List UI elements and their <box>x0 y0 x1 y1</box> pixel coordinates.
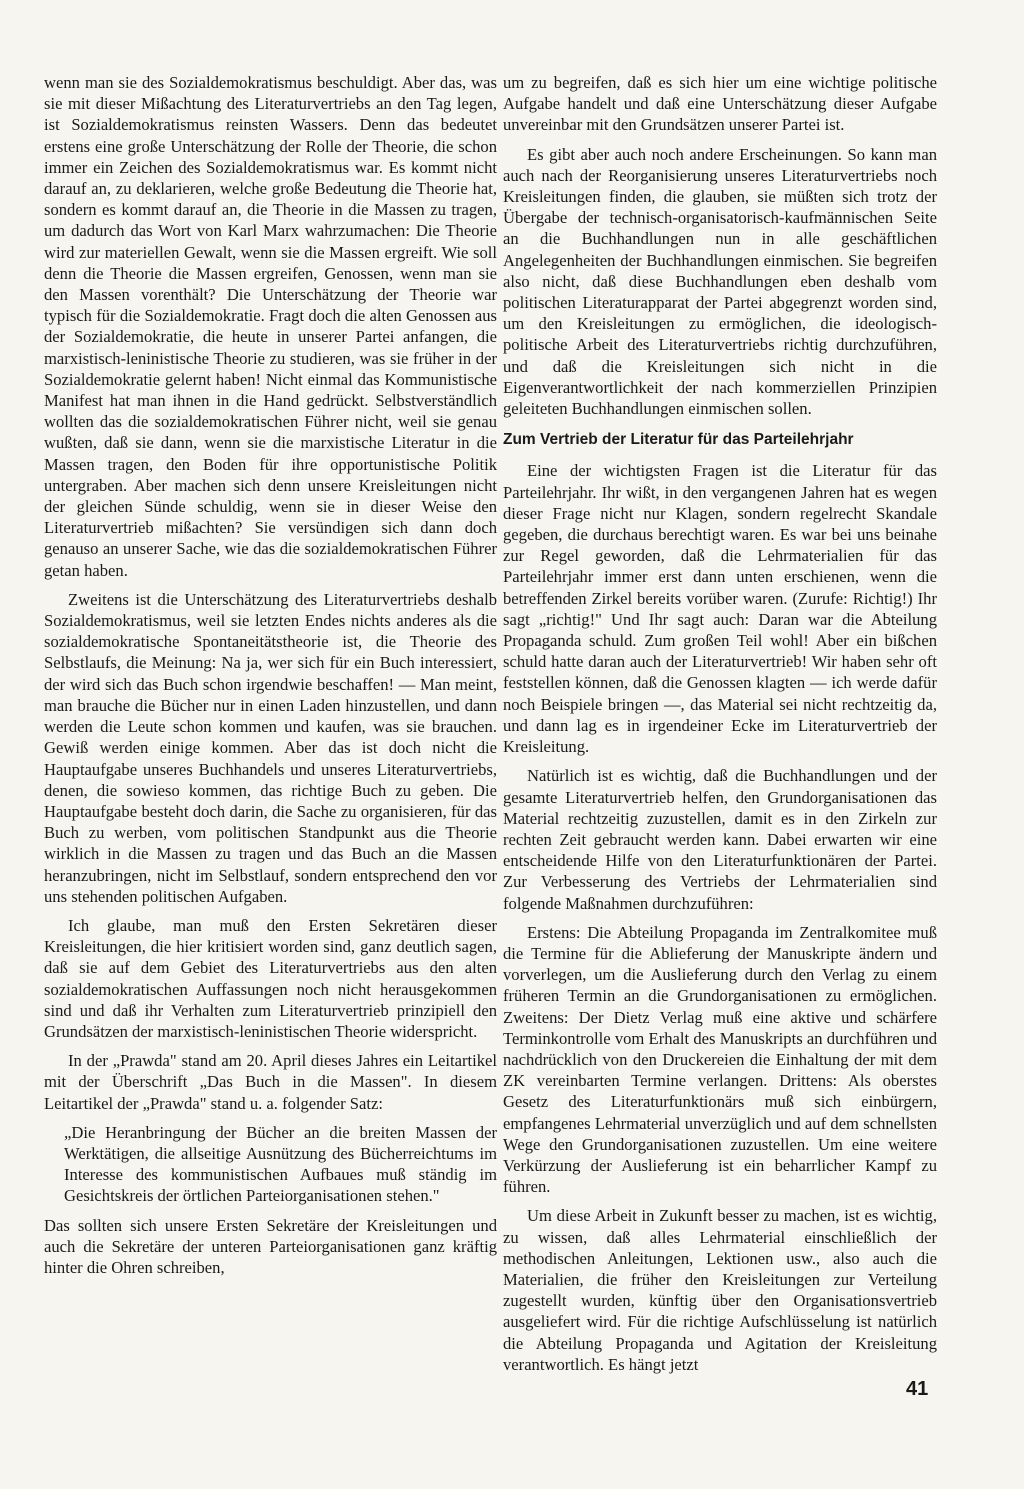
section-heading: Zum Vertrieb der Literatur für das Parteilehrjahr <box>503 431 854 449</box>
paragraph: Zweitens ist die Unterschätzung des Literaturvertriebs deshalb Sozialdemokratismus, weil sie letzten Endes nichts anderes als die sozialdemokratische Spontaneitätstheorie ist, die Theorie des Selbstlaufs, die Meinung: Na ja, wer sich für ein Buch interessiert, der wird sich das Buch schon irgendwie beschaffen! — Man meint, man brauche die Bücher nur in einen Laden hinzustellen, und dann werden die Leute schon kommen und kaufen, was sie brauchen. Gewiß werden einige kommen. Aber das ist doch nicht die Hauptaufgabe unseres Buchhandels und unseres Literaturvertriebs, denen, die sowieso kommen, das richtige Buch zu geben. Die Hauptaufgabe besteht doch darin, die Sache zu organisieren, für das Buch zu werben, vom politischen Standpunkt aus die Theorie wirklich in die Massen zu tragen und das Buch an die Massen heranzubringen, nicht im Selbstlauf, sondern entsprechend den vor uns stehenden politischen Aufgaben. <box>44 589 497 906</box>
paragraph: um zu begreifen, daß es sich hier um eine wichtige politische Aufgabe handelt und daß eine Unterschätzung dieser Aufgabe unvereinbar mit den Grundsätzen unserer Partei ist. <box>503 73 937 135</box>
right-column <box>503 72 937 1383</box>
paragraph: Ich glaube, man muß den Ersten Sekretären dieser Kreisleitungen, die hier kritisiert worden sind, ganz deutlich sagen, daß sie auf dem Gebiet des Literaturvertriebs aus den alten sozialdemokratischen Auffassungen noch nicht herausgekommen sind und daß ihr Verhalten zum Literaturvertrieb prinzipiell den Grundsätzen der marxistisch-leninistischen Theorie widerspricht. <box>44 915 497 1041</box>
paragraph: Erstens: Die Abteilung Propaganda im Zentralkomitee muß die Termine für die Ablieferung der Manuskripte ändern und vorverlegen, um die Auslieferung durch den Verlag zu einem früheren Termin an die Grundorganisationen zu ermöglichen. Zweitens: Der Dietz Verlag muß eine aktive und schärfere Terminkontrolle vom Erhalt des Manuskripts an durchführen und nachdrücklich von den Druckereien die Einhaltung der mit dem ZK vereinbarten Termine verlangen. Drittens: Als oberstes Gesetz des Literaturfunktionärs muß sich einbürgern, empfangenes Lehrmaterial unverzüglich und auf dem schnellsten Wege den Grundorganisationen zuzustellen. Um eine weitere Verkürzung der Auslieferung ist ein beharrlicher Kampf zu führen. <box>503 922 937 1197</box>
left-column <box>44 72 497 1286</box>
paragraph: In der „Prawda" stand am 20. April dieses Jahres ein Leitartikel mit der Überschrift „Das Buch in die Massen". In diesem Leitartikel der „Prawda" stand u. a. folgender Satz: <box>44 1051 497 1113</box>
prawda-quote: „Die Heranbringung der Bücher an die breiten Massen der Werktätigen, die allseitige Ausnützung des Bücherreichtums im Interesse des kommunistischen Aufbaues muß ständig im Gesichtskreis der örtlichen Parteiorganisationen stehen." <box>64 1122 497 1206</box>
paragraph: Das sollten sich unsere Ersten Sekretäre der Kreisleitungen und auch die Sekretäre der unteren Parteiorganisationen ganz kräftig hinter die Ohren schreiben, <box>44 1215 497 1277</box>
paragraph: wenn man sie des Sozialdemokratismus beschuldigt. Aber das, was sie mit dieser Mißachtung des Literaturvertriebs an den Tag legen, ist Sozialdemokratismus reinsten Wassers. Denn das bedeutet erstens eine große Unterschätzung der Rolle der Theorie, die schon immer ein Zeichen des Sozialdemokratismus war. Es kommt nicht darauf an, zu deklarieren, welche große Bedeutung die Theorie hat, sondern es kommt darauf an, die Theorie in die Massen zu tragen, um dadurch das Wort von Karl Marx wahrzumachen: Die Theorie wird zur materiellen Gewalt, wenn sie die Massen ergreift. Wie soll denn die Theorie die Massen ergreifen, Genossen, wenn man sie den Massen vorenthält? Die Unterschätzung der Theorie war typisch für die Sozialdemokratie. Fragt doch die alten Genossen aus der Sozialdemokratie, die heute in unserer Partei anfangen, die marxistisch-leninistische Theorie zu studieren, was sie früher in der Sozialdemokratie gelernt haben! Nicht einmal das Kommunistische Manifest hat man ihnen in die Hand gedrückt. Selbstverständlich wollten das die sozialdemokratischen Führer nicht, weil sie genau wußten, daß sie dann, wenn sie die marxistische Literatur in die Massen tragen, den Boden für ihre opportunistische Politik untergraben. Aber machen sich denn unsere Kreisleitungen nicht der gleichen Sünde schuldig, wenn sie in dieser Weise den Literaturvertrieb mißachten? Sie versündigen sich dann doch genauso an unserer Sache, wie das die sozialdemokratischen Führer getan haben. <box>44 73 497 580</box>
paragraph: Es gibt aber auch noch andere Erscheinungen. So kann man auch nach der Reorganisierung unseres Literaturvertriebs noch Kreisleitungen finden, die glauben, sie müßten sich trotz der Übergabe der technisch-organisatorisch-kaufmännischen Seite an die Buchhandlungen nun in alle geschäftlichen Angelegenheiten der Buchhandlungen einmischen. Sie begreifen also nicht, daß diese Buchhandlungen eben deshalb vom politischen Literaturapparat der Partei abgegrenzt worden sind, um den Kreisleitungen zu ermöglichen, die ideologisch-politische Arbeit des Literaturvertriebs richtig durchzuführen, und daß die Kreisleitungen sich nicht in die Eigenverantwortlichkeit der nach kommerziellen Prinzipien geleiteten Buchhandlungen einmischen sollen. <box>503 144 937 419</box>
paragraph: Um diese Arbeit in Zukunft besser zu machen, ist es wichtig, zu wissen, daß alles Lehrmaterial einschließlich der methodischen Anleitungen, Lektionen usw., also auch die Materialien, die früher den Kreisleitungen zur Verteilung zugestellt wurden, künftig über den Organisationsvertrieb ausgeliefert wird. Für die richtige Aufschlüsselung ist natürlich die Abteilung Propaganda und Agitation der Kreisleitung verantwortlich. Es hängt jetzt <box>503 1206 937 1374</box>
paragraph: Natürlich ist es wichtig, daß die Buchhandlungen und der gesamte Literaturvertrieb helfen, den Grundorganisationen das Material rechtzeitig zuzustellen, damit es in den Zirkeln zur rechten Zeit gebraucht werden kann. Dabei erwarten wir eine entscheidende Hilfe von den Literaturfunktionären der Partei. Zur Verbesserung des Vertriebs der Lehrmaterialien sind folgende Maßnahmen durchzuführen: <box>503 766 937 913</box>
page-number: 41 <box>906 1378 929 1400</box>
paragraph: Eine der wichtigsten Fragen ist die Literatur für das Parteilehrjahr. Ihr wißt, in den vergangenen Jahren hat es wegen dieser Frage nicht nur Klagen, sondern regelrecht Skandale gegeben, die durchaus berechtigt waren. Es war bei uns beinahe zur Regel geworden, daß die Lehrmaterialien für das Parteilehrjahr immer erst dann unten erschienen, wenn die betreffenden Zirkel bereits vorüber waren. (Zurufe: Richtig!) Ihr sagt „richtig!" Und Ihr sagt auch: Daran war die Abteilung Propaganda schuld. Zum großen Teil wohl! Aber ein bißchen schuld hatte daran auch der Literaturvertrieb! Wir haben sehr oft feststellen können, daß die Genossen klagten — ich werde dafür noch Beispiele bringen —, das Material sei nicht rechtzeitig da, und dann lag es in irgendeiner Ecke im Literaturvertrieb der Kreisleitung. <box>503 461 937 757</box>
